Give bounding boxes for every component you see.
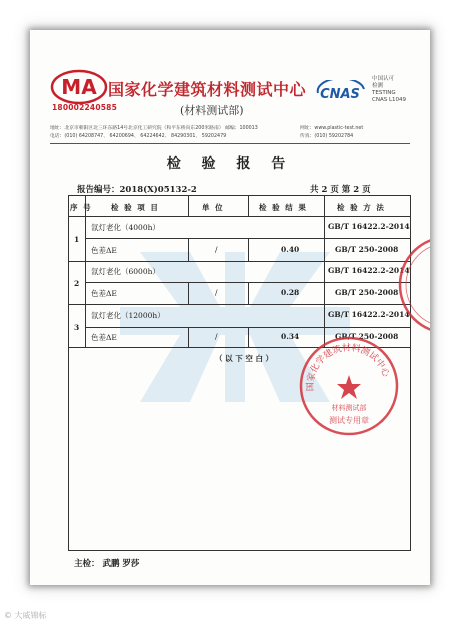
header-seq: 序 号 (70, 203, 93, 212)
watermark-credit: © 大威锦标 (4, 611, 47, 620)
blank-note: （ 以 下 空 白 ） (215, 354, 274, 363)
header-item: 检 验 项 目 (111, 203, 160, 212)
header-method: 检 验 方 法 (337, 203, 386, 212)
website-line: 网址：www.plastic-test.net (300, 126, 364, 131)
ma-certification-logo (50, 68, 108, 106)
document-title: 检 验 报 告 (166, 156, 294, 172)
col-divider (248, 282, 249, 304)
cnas-accreditation-text (372, 76, 406, 104)
test-sub-item: 色差ΔE (91, 246, 117, 255)
unit-value: / (215, 245, 218, 254)
row-divider (69, 261, 410, 262)
unit-value: / (215, 288, 218, 297)
test-method: GB/T 16422.2-2014 (328, 222, 410, 231)
col-divider (188, 282, 189, 304)
cnas-line: TESTING (372, 90, 396, 96)
col-divider (248, 196, 249, 217)
side-seal-stamp (396, 230, 430, 340)
phone-line: 电话：(010) 64208747、 64200694、 64224642、 84290301、 59202479 (50, 133, 227, 139)
header-unit: 单 位 (202, 203, 225, 212)
center-name: 国家化学建筑材料测试中心 (108, 80, 307, 99)
test-method: GB/T 16422.2-2014 (328, 266, 410, 275)
header-result: 检 验 结 果 (259, 203, 308, 212)
stamp-org-text: 国家化学建筑材料测试中心 (305, 343, 391, 392)
col-divider (324, 196, 325, 347)
test-item: 氙灯老化（4000h） (91, 223, 160, 232)
row-number: 3 (74, 323, 80, 332)
cnas-logo (312, 80, 368, 106)
test-sub-item: 色差ΔE (91, 333, 117, 342)
cnas-mark-text: CNAS (320, 87, 360, 102)
col-divider (188, 196, 189, 217)
test-item: 氙灯老化（12000h） (91, 311, 165, 320)
report-number: 报告编号：2018(X)05132-2 (77, 185, 197, 195)
inspectors: 主检： 武鹏 罗莎 (74, 559, 140, 569)
col-divider (248, 327, 249, 347)
col-divider (188, 327, 189, 347)
test-method: GB/T 16422.2-2014 (328, 310, 410, 319)
ma-mark-text: MA (61, 75, 97, 99)
row-divider (69, 304, 410, 305)
row-divider (69, 216, 410, 217)
department-name: (材料测试部) (180, 104, 244, 117)
sub-method: GB/T 250-2008 (335, 245, 399, 254)
address-line: 地址：北京市朝阳区北三环东路14号北京化工研究院（和平东桥向东200米路南） 邮编：100013 (50, 126, 258, 131)
result-value: 0.40 (281, 245, 300, 254)
row-number: 1 (74, 235, 80, 244)
sub-method: GB/T 250-2008 (335, 288, 399, 297)
letterhead (50, 68, 420, 128)
official-seal-stamp (298, 335, 400, 437)
report-document (30, 30, 430, 585)
fax-line: 传真：(010) 59202784 (300, 133, 354, 139)
ma-code: 180002240585 (52, 103, 118, 112)
result-value: 0.34 (281, 332, 300, 341)
stamp-purpose-text: 测试专用章 (329, 416, 369, 425)
sub-method: GB/T 250-2008 (335, 332, 399, 341)
result-value: 0.28 (281, 288, 300, 297)
row-number: 2 (74, 279, 80, 288)
test-item: 氙灯老化（6000h） (91, 267, 160, 276)
col-divider (248, 238, 249, 261)
cnas-line: CNAS L1049 (372, 97, 407, 103)
cnas-line: 中国认可 (372, 76, 395, 82)
page-indicator: 共 2 页 第 2 页 (310, 185, 371, 195)
test-sub-item: 色差ΔE (91, 289, 117, 298)
contact-right (300, 125, 363, 140)
stamp-dept-text: 材料测试部 (331, 404, 367, 412)
col-divider (188, 238, 189, 261)
header-divider (50, 143, 410, 144)
contact-info (50, 125, 412, 140)
col-divider (85, 196, 86, 347)
cnas-line: 检测 (372, 83, 384, 89)
unit-value: / (215, 332, 218, 341)
